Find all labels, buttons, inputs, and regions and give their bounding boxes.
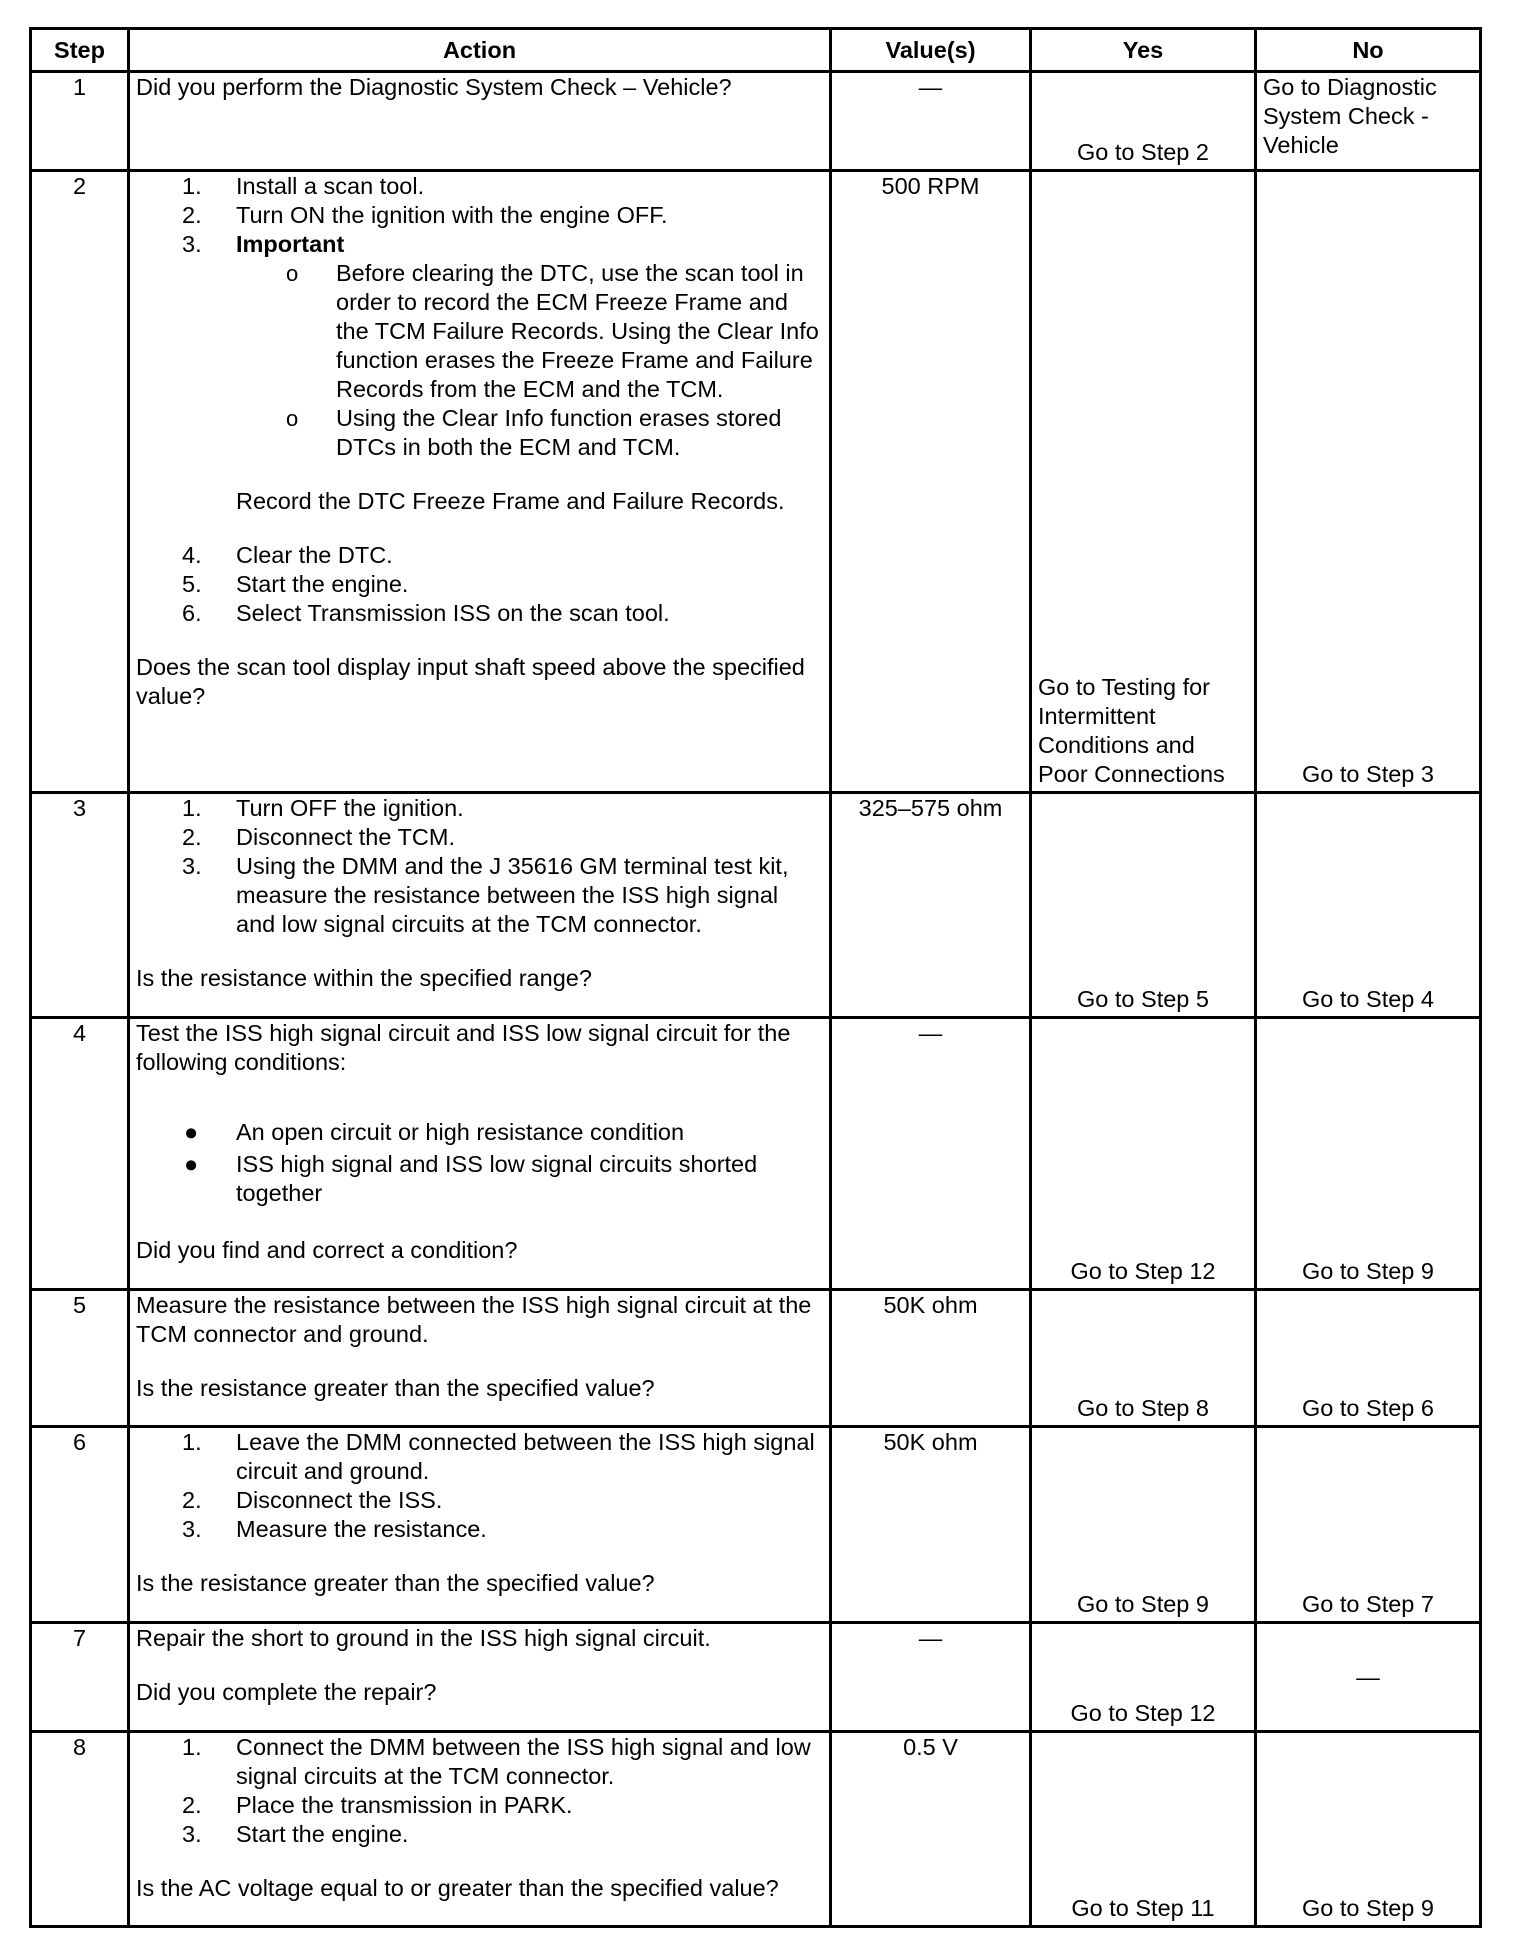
item-number: 3.	[182, 853, 202, 879]
action-cell	[129, 793, 831, 1018]
list-item	[136, 1486, 823, 1515]
item-number: 1.	[182, 1734, 202, 1760]
no-cell: —	[1256, 1623, 1481, 1732]
item-number: 1.	[182, 1429, 202, 1455]
list-item	[136, 852, 823, 939]
list-item	[136, 1791, 823, 1820]
question-text: Is the resistance greater than the specified value?	[136, 1570, 655, 1596]
item-text: Connect the DMM between the ISS high signal and low signal circuits at the TCM connector.	[236, 1734, 811, 1789]
instruction-list	[136, 794, 823, 939]
header-step: Step	[31, 29, 129, 72]
question-text: Is the resistance greater than the specified value?	[136, 1375, 655, 1401]
item-number: 2.	[182, 202, 202, 228]
action-cell	[129, 171, 831, 793]
list-item	[136, 570, 823, 599]
item-number: 3.	[182, 1821, 202, 1847]
table-row	[31, 793, 1481, 1018]
item-number: 3.	[182, 231, 202, 257]
question-text: Is the AC voltage equal to or greater than the specified value?	[136, 1875, 779, 1901]
no-result: Go to Step 9	[1302, 1895, 1434, 1921]
item-number: 1.	[182, 795, 202, 821]
record-note: Record the DTC Freeze Frame and Failure Records.	[236, 488, 785, 514]
no-cell	[1256, 1018, 1481, 1290]
yes-result: Go to Step 9	[1077, 1591, 1209, 1617]
table-row	[31, 1290, 1481, 1427]
list-item	[136, 201, 823, 230]
yes-cell	[1031, 793, 1256, 1018]
list-item	[136, 1820, 823, 1849]
no-cell	[1256, 793, 1481, 1018]
step-number: 8	[31, 1732, 129, 1927]
value-cell: —	[831, 1018, 1031, 1290]
yes-cell	[1031, 1290, 1256, 1427]
list-item	[136, 1428, 823, 1486]
list-item	[136, 259, 823, 404]
table-row	[31, 1623, 1481, 1732]
no-cell	[1256, 1732, 1481, 1927]
item-text: Using the Clear Info function erases stored DTCs in both the ECM and TCM.	[336, 405, 782, 460]
bullet-icon: o	[286, 406, 299, 431]
bullet-icon: o	[286, 261, 299, 286]
list-item	[136, 1515, 823, 1544]
action-cell	[129, 1623, 831, 1732]
action-intro: Measure the resistance between the ISS high signal circuit at the TCM connector and ground.	[136, 1292, 812, 1347]
yes-cell	[1031, 171, 1256, 793]
item-number: 2.	[182, 1792, 202, 1818]
value-cell: 500 RPM	[831, 171, 1031, 793]
list-item	[136, 823, 823, 852]
item-number: 4.	[182, 542, 202, 568]
item-number: 5.	[182, 571, 202, 597]
table-row	[31, 1732, 1481, 1927]
yes-cell	[1031, 1732, 1256, 1927]
question-text: Does the scan tool display input shaft speed above the specified value?	[136, 654, 805, 709]
instruction-list	[136, 172, 823, 259]
list-item	[136, 172, 823, 201]
item-text: Select Transmission ISS on the scan tool.	[236, 600, 670, 626]
no-result: Go to Diagnostic System Check - Vehicle	[1263, 74, 1437, 158]
no-cell	[1256, 1290, 1481, 1427]
no-result: Go to Step 3	[1302, 761, 1434, 787]
value-cell: 50K ohm	[831, 1427, 1031, 1623]
bullet-icon: ●	[184, 1151, 199, 1177]
list-item	[136, 599, 823, 628]
action-intro: Test the ISS high signal circuit and ISS low signal circuit for the following conditions:	[136, 1020, 791, 1075]
action-intro: Repair the short to ground in the ISS high signal circuit.	[136, 1625, 711, 1651]
value-cell: 0.5 V	[831, 1732, 1031, 1927]
header-no: No	[1256, 29, 1481, 72]
value-cell: 50K ohm	[831, 1290, 1031, 1427]
action-cell	[129, 1290, 831, 1427]
condition-list	[136, 1118, 823, 1208]
important-label: Important	[236, 231, 345, 257]
item-number: 2.	[182, 824, 202, 850]
item-text: Clear the DTC.	[236, 542, 393, 568]
step-number: 4	[31, 1018, 129, 1290]
yes-result: Go to Testing for Intermittent Conditions and Poor Connections	[1038, 674, 1225, 787]
table-row	[31, 1427, 1481, 1623]
step-number: 6	[31, 1427, 129, 1623]
step-number: 7	[31, 1623, 129, 1732]
instruction-list	[136, 1428, 823, 1544]
action-cell	[129, 1732, 831, 1927]
question-text: Did you find and correct a condition?	[136, 1237, 518, 1263]
list-item	[136, 230, 823, 259]
item-text: Turn OFF the ignition.	[236, 795, 464, 821]
step-number: 5	[31, 1290, 129, 1427]
yes-result: Go to Step 5	[1077, 986, 1209, 1012]
item-text: ISS high signal and ISS low signal circuits shorted together	[236, 1151, 758, 1206]
header-yes: Yes	[1031, 29, 1256, 72]
item-text: An open circuit or high resistance condition	[236, 1119, 685, 1145]
item-text: Install a scan tool.	[236, 173, 425, 199]
value-cell: —	[831, 72, 1031, 171]
item-text: Disconnect the TCM.	[236, 824, 455, 850]
item-number: 3.	[182, 1516, 202, 1542]
bullet-icon: ●	[184, 1119, 199, 1145]
item-text: Start the engine.	[236, 1821, 409, 1847]
item-number: 6.	[182, 600, 202, 626]
no-result: Go to Step 6	[1302, 1395, 1434, 1421]
item-text: Before clearing the DTC, use the scan tool in order to record the ECM Freeze Frame and the TCM Failure Records. Using the Clear Info function erases the Freeze Frame and Failure Records from the ECM and the TCM.	[336, 260, 819, 402]
yes-cell	[1031, 1427, 1256, 1623]
table-row	[31, 72, 1481, 171]
yes-cell	[1031, 72, 1256, 171]
item-number: 1.	[182, 173, 202, 199]
diagnostic-table	[29, 27, 1482, 1928]
action-cell	[129, 1018, 831, 1290]
table-row	[31, 171, 1481, 793]
no-cell	[1256, 72, 1481, 171]
yes-result: Go to Step 12	[1070, 1258, 1216, 1284]
list-item	[136, 1733, 823, 1791]
list-item	[136, 1150, 823, 1208]
list-item	[136, 404, 823, 462]
action-cell	[129, 1427, 831, 1623]
item-number: 2.	[182, 1487, 202, 1513]
instruction-list	[136, 1733, 823, 1849]
value-cell: 325–575 ohm	[831, 793, 1031, 1018]
header-row	[31, 29, 1481, 72]
no-result: Go to Step 9	[1302, 1258, 1434, 1284]
header-values: Value(s)	[831, 29, 1031, 72]
item-text: Measure the resistance.	[236, 1516, 487, 1542]
action-cell	[129, 72, 831, 171]
item-text: Leave the DMM connected between the ISS high signal circuit and ground.	[236, 1429, 815, 1484]
yes-result: Go to Step 12	[1070, 1700, 1216, 1726]
item-text: Using the DMM and the J 35616 GM terminal test kit, measure the resistance between the ISS high signal and low signal circuits at the TCM connector.	[236, 853, 789, 937]
yes-result: Go to Step 8	[1077, 1395, 1209, 1421]
yes-cell	[1031, 1018, 1256, 1290]
table-row	[31, 1018, 1481, 1290]
item-text: Turn ON the ignition with the engine OFF.	[236, 202, 668, 228]
yes-result: Go to Step 11	[1071, 1895, 1215, 1921]
list-item	[136, 541, 823, 570]
no-cell	[1256, 1427, 1481, 1623]
item-text: Place the transmission in PARK.	[236, 1792, 573, 1818]
value-cell: —	[831, 1623, 1031, 1732]
important-notes	[136, 259, 823, 462]
instruction-list	[136, 541, 823, 628]
list-item	[136, 794, 823, 823]
list-item	[136, 1118, 823, 1147]
no-cell	[1256, 171, 1481, 793]
item-text: Disconnect the ISS.	[236, 1487, 443, 1513]
yes-result: Go to Step 2	[1077, 139, 1209, 165]
no-result: Go to Step 7	[1302, 1591, 1434, 1617]
step-number: 1	[31, 72, 129, 171]
no-result: Go to Step 4	[1302, 986, 1434, 1012]
item-text: Start the engine.	[236, 571, 409, 597]
yes-cell	[1031, 1623, 1256, 1732]
header-action: Action	[129, 29, 831, 72]
question-text: Did you complete the repair?	[136, 1679, 437, 1705]
step-number: 3	[31, 793, 129, 1018]
action-text: Did you perform the Diagnostic System Check – Vehicle?	[136, 74, 732, 100]
step-number: 2	[31, 171, 129, 793]
question-text: Is the resistance within the specified range?	[136, 965, 592, 991]
